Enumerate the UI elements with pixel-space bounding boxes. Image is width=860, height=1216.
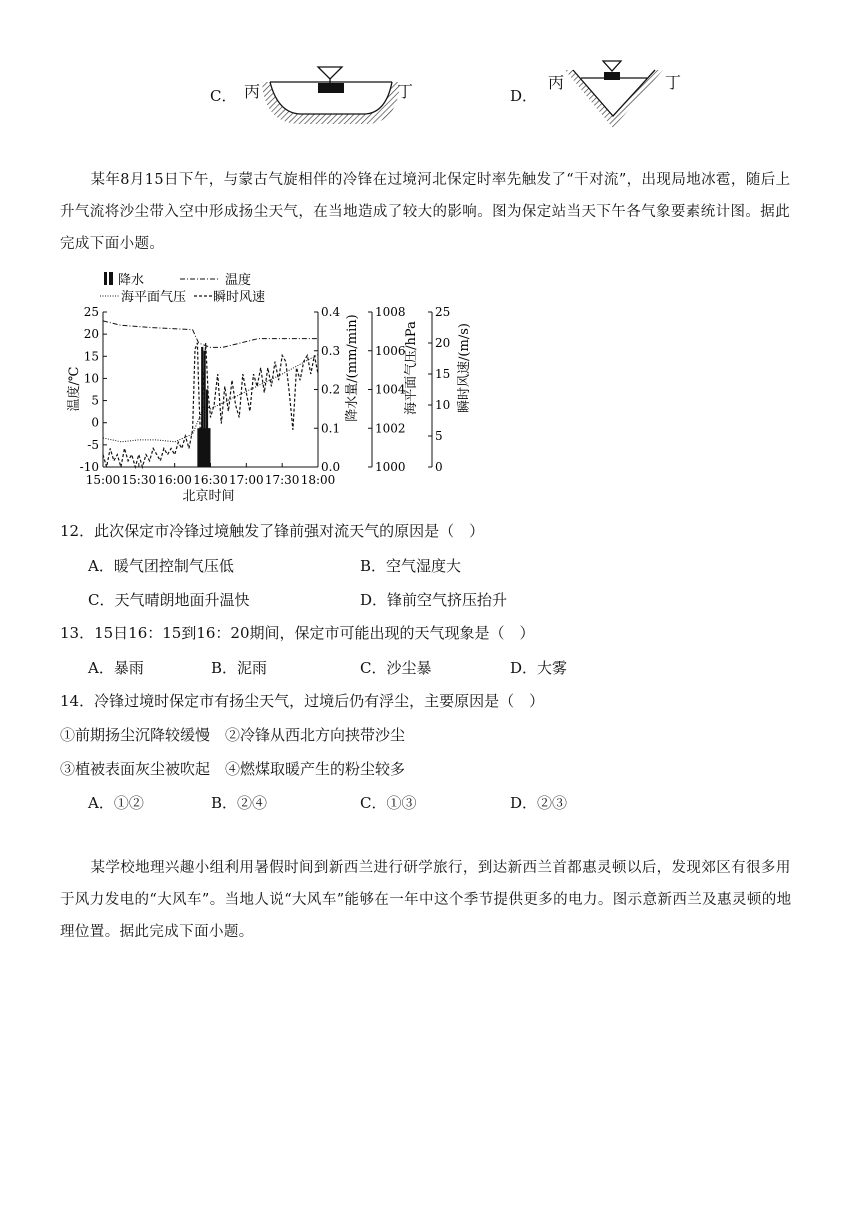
temp-tick-label: -5	[87, 437, 99, 452]
wind-tick-label: 10	[435, 398, 451, 412]
x-tick-label: 15:30	[121, 473, 157, 487]
precipitation-tick-label: 0.3	[321, 343, 341, 358]
passage-cold-front: 某年8月15日下午，与蒙古气旋相伴的冷锋在过境河北保定时率先触发了“干对流”，出现局地冰雹，随后上升气流将沙尘带入空中形成扬尘天气，在当地造成了较大的影响。图为保定站当天下午各气象要素统计图。据此完成下面小题。	[60, 172, 791, 252]
x-tick-label: 17:30	[264, 473, 300, 487]
legend-precip-swatch-a	[104, 272, 107, 285]
q13-option-d: D．大雾	[510, 659, 568, 677]
x-tick-label: 15:00	[85, 473, 121, 487]
wind-tick-label: 20	[435, 336, 451, 350]
pressure-tick-label: 1004	[375, 382, 406, 397]
q14-option-d: D．②③	[510, 794, 568, 812]
legend-precip-swatch-b	[109, 272, 113, 285]
question-13: 13．15日16：15到16：20期间，保定市可能出现的天气现象是（ ）	[60, 624, 535, 642]
temp-tick-label: 5	[91, 393, 99, 408]
q13-option-a: A．暴雨	[88, 659, 144, 677]
pressure-axis-title: 海平面气压/hPa	[404, 321, 419, 415]
passage-new-zealand: 某学校地理兴趣小组利用暑假时间到新西兰进行研学旅行，到达新西兰首都惠灵顿以后，发现郊区有很多用于风力发电的“大风车”。当地人说“大风车”能够在一年中这个季节提供更多的电力。图示意新西兰及惠灵顿的地理位置。据此完成下面小题。	[60, 860, 792, 940]
q12-option-d: D．锋前空气挤压抬升	[360, 591, 508, 609]
pressure-tick-label: 1006	[375, 343, 406, 358]
temperature-line	[103, 321, 318, 348]
x-tick-label: 18:00	[300, 473, 336, 487]
temp-tick-label: -10	[79, 460, 99, 474]
temp-tick-label: 20	[83, 327, 99, 342]
q14-option-b: B．②④	[211, 794, 268, 812]
precipitation-tick-label: 0.2	[321, 382, 341, 397]
q14-option-a: A．①②	[88, 794, 144, 812]
precipitation-tick-label: 0.1	[321, 421, 341, 436]
q13-option-b: B．泥雨	[211, 659, 268, 677]
label-bing-d: 丙	[548, 73, 565, 92]
precipitation-tick-label: 0.0	[321, 460, 341, 474]
q13-option-c: C．沙尘暴	[360, 659, 432, 677]
option-c-label: C．	[210, 87, 237, 105]
q12-option-a: A．暖气团控制气压低	[88, 557, 234, 575]
precipitation-axis-title: 降水量/(mm/min)	[345, 314, 360, 422]
wind-tick-label: 15	[435, 367, 451, 381]
pressure-tick-label: 1008	[375, 305, 406, 319]
legend-pressure: 海平面气压	[121, 290, 187, 305]
pressure-tick-label: 1000	[375, 460, 406, 474]
temp-tick-label: 15	[83, 349, 99, 364]
channel-diagram-d	[545, 58, 695, 128]
precipitation-block	[197, 428, 210, 467]
question-12: 12．此次保定市冷锋过境触发了锋前强对流天气的原因是（ ）	[60, 522, 485, 540]
legend-wind: 瞬时风速	[213, 290, 266, 305]
x-tick-label: 16:30	[193, 473, 228, 487]
option-d-label: D．	[510, 87, 538, 105]
temp-tick-label: 10	[83, 371, 99, 386]
temp-tick-label: 0	[91, 415, 99, 430]
label-ding-d: 丁	[665, 73, 682, 92]
label-ding-c: 丁	[397, 82, 414, 101]
wind-axis-title: 瞬时风速/(m/s)	[457, 323, 472, 413]
weather-chart	[60, 268, 480, 508]
legend-temperature: 温度	[225, 273, 252, 288]
legend-precipitation: 降水	[118, 273, 145, 288]
wind-tick-label: 5	[435, 429, 443, 443]
precipitation-tick-label: 0.4	[321, 305, 341, 319]
x-tick-label: 17:00	[229, 473, 264, 487]
wind-tick-label: 25	[435, 305, 451, 319]
question-14: 14．冷锋过境时保定市有扬尘天气，过境后仍有浮尘，主要原因是（ ）	[60, 692, 545, 710]
q14-option-c: C．①③	[360, 794, 417, 812]
x-tick-label: 16:00	[157, 473, 192, 487]
q14-statements-2: ③植被表面灰尘被吹起 ④燃煤取暖产生的粉尘较多	[60, 760, 406, 778]
wind-tick-label: 0	[435, 460, 443, 474]
pressure-tick-label: 1002	[375, 421, 406, 436]
temp-axis-title: 温度/℃	[67, 366, 82, 412]
label-bing-c: 丙	[244, 82, 261, 101]
x-axis-title: 北京时间	[182, 489, 235, 504]
q12-option-b: B．空气湿度大	[360, 557, 462, 575]
temp-tick-label: 25	[83, 305, 99, 319]
q14-statements-1: ①前期扬尘沉降较缓慢 ②冷锋从西北方向挟带沙尘	[60, 726, 406, 744]
q12-option-c: C．天气晴朗地面升温快	[88, 591, 250, 609]
